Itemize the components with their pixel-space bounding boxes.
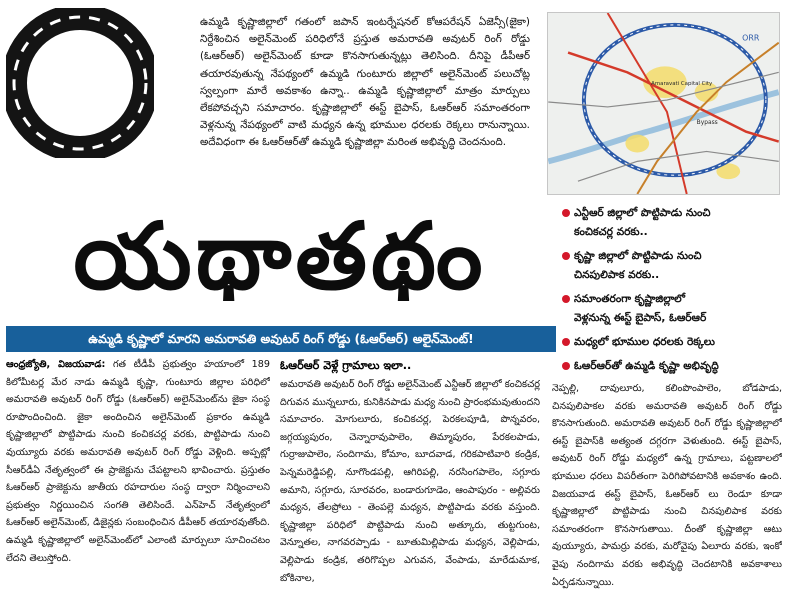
villages-heading: ఓఆర్ఆర్ వెళ్లే గ్రామాలు ఇలా.. (280, 359, 412, 372)
map-label-bypass: Bypass (696, 118, 718, 126)
bullet-icon (562, 362, 570, 370)
bullet-icon (562, 338, 570, 346)
article-column-3 (552, 380, 782, 602)
column-1-text: గత టీడీపీ ప్రభుత్వం హయాంలో 189 కిలోమీటర్ల మేర నాడు ఉమ్మడి కృష్ణా, గుంటూరు జిల్లాల పరిధిలో అమరావతి అవుటర్ రింగ్ రోడ్డు (ఓఆర్ఆర్) అలైన్‌మెంట్‌ను జైకా సంస్థ రూపొందించింది. జైకా అందించిన అలైన్‌మెంట్ ప్రకారం ఉమ్మడి కృష్ణాజిల్లాలో పొట్టిపాడు నుంచి కంచికచర్ల వరకు, పొట్టిపాడు నుంచి వుయ్యూరు వరకు అమరావతి అవుటర్ రింగ్ రోడ్డు వెళ్లింది. అప్పట్లో సీఆర్‌డీఏ నేతృత్వంలో ఈ ప్రాజెక్టును చేపట్టాలని భావించారు. ప్రస్తుతం ఓఆర్ఆర్ ప్రాజెక్టును జాతీయ రహదారుల సంస్థ ద్వారా నిర్మించాలని ప్రభుత్వం నిర్ణయించిన సంగతి తెలిసిందే. ఎన్‌హెచ్ నేతృత్వంలో ఓఆర్ఆర్ అలైన్‌మెంట్, డిజైన్లకు సంబంధించిన డీపీఆర్ తయారవుతోంది. ఉమ్మడి కృష్ణాజిల్లాలో అలైన్‌మెంట్‌లో ఎలాంటి మార్పులూ సూచించటం లేదని తెలుస్తోంది. (6, 359, 270, 564)
article-column-2 (280, 356, 540, 602)
highlight-item (560, 247, 782, 285)
map-label-orr: ORR (742, 33, 760, 43)
column-3-text: నెప్పల్లి, దావులూరు, కలింపొంపాలెం, బోడపాడు, చినపులిపాకల వరకు అమరావతి అవుటర్ రింగ్ రోడ్డు కొనసాగుతుంది. అమరావతి అవుటర్ రింగ్ రోడ్డు కృష్ణాజిల్లాలో ఈస్ట్ బైపాస్‌కి అత్యంత దగ్గరగా వెళుతుంది. ఈస్ట్ బైపాస్, అవుటర్ రింగ్ రోడ్డు మధ్యలో ఉన్న గ్రామాలు, పట్టణాలలో భూముల ధరలు విపరీతంగా పెరిగిపోవటానికి అవకాశం ఉంది. విజయవాడ ఈస్ట్ బైపాస్, ఓఆర్ఆర్ లు రెండూ కూడా కృష్ణాజిల్లాలో పొట్టిపాడు నుంచి చినపులిపాక వరకు సమాంతరంగా కొనసాగుతాయి. దీంతో కృష్ణాజిల్లా ఆటు వుయ్యూరు, పామర్రు వరకు, మరోవైపు ఏలూరు వరకు, ఇంకో వైపు నందిగామ వరకు అభివృద్ధి చెందటానికి అవకాశాలు ఏర్పడనున్నాయి. (552, 383, 782, 588)
road-ring-icon (6, 8, 154, 158)
orr-map (547, 12, 780, 195)
orr-map-graphic (548, 13, 779, 194)
dateline: ఆంధ్రజ్యోతి, విజయవాడ: (6, 359, 106, 370)
highlight-list (560, 204, 782, 381)
highlight-line: ఓఆర్ఆర్‌తో ఉమ్మడి కృష్ణా అభివృద్ధి (574, 360, 719, 372)
highlight-line: ఎన్టీఆర్ జిల్లాలో పొట్టిపాడు నుంచి (574, 207, 711, 219)
highlight-line: మధ్యలో భూముల ధరలకు రెక్కలు (574, 336, 715, 348)
bullet-icon (562, 209, 570, 217)
highlight-line: చినపులిపాక వరకు.. (574, 269, 660, 281)
article-column-1 (6, 356, 270, 602)
intro-paragraph: ఉమ్మడి కృష్ణాజిల్లాలో గతంలో జపాన్ ఇంటర్నేషనల్ కోఆపరేషన్ ఏజెన్సీ(జైకా) నిర్దేశించిన అలైన్‌మెంట్ పరిధిలోనే ప్రస్తుత అమరావతి అవుటర్ రింగ్ రోడ్డు (ఓఆర్ఆర్) అలైన్‌మెంట్ కూడా కొనసాగుతున్నట్లు తెలిసింది. దీనిపై డీపీఆర్ తయారవుతున్న నేపథ్యంలో ఉమ్మడి గుంటూరు జిల్లాలో అలైన్‌మెంట్ పలుచోట్ల స్వల్పంగా మారే అవకాశం ఉన్నా.. ఉమ్మడి కృష్ణాజిల్లాలో మాత్రం మార్పులు లేకపోవచ్చని సమాచారం. కృష్ణాజిల్లాలో ఈస్ట్ బైపాస్, ఓఆర్ఆర్ సమాంతరంగా వెళ్లనున్న నేపథ్యంలో వాటి మధ్యన ఉన్న భూముల ధరలకు రెక్కలు రానున్నాయి. అదేవిధంగా ఈ ఓఆర్ఆర్‌తో ఉమ్మడి కృష్ణాజిల్లా మరింత అభివృద్ధి చెందనుంది. (200, 16, 530, 149)
column-2-text: అమరావతి అవుటర్ రింగ్ రోడ్డు అలైన్‌మెంట్ ఎన్టీఆర్ జిల్లాలో కంచికచర్ల దిగువన మున్నలూరు, కునికినపాడు మధ్య నుంచి ప్రారంభమవుతుందని సమాచారం. మోగులూరు, కంచికచర్ల, పెరకలపూడి, పొన్నవరం, జగ్గయ్యపురం, చెన్నారావుపాలెం, తిమ్మాపురం, పేరకలపాడు, గుర్రాజుపాలెం, సందిగామ, కోమాం, బూదవాడ, గరికపాటివారి కండ్రిక, పెన్నమరెడ్డిపల్లి, నూగొండపల్లి, ఆగిరిపల్లి, నరసింగపాలెం, సగ్గూరు అమాని, సగ్గూరు, సూరవరం, బండారుగూడెం, ఆంపాపురం - అల్లివరు మధ్యన, తేలప్రోలు - తెంపల్లె మధ్యన, పొట్టిపాడు వరకు వస్తుంది. కృష్ణాజిల్లా పరిధిలో పొట్టిపాడు నుంచి అత్కూరు, తుట్టగుంట, వెన్నూతల, నాగవరప్పాడు - బూతుమిల్లిపాడు మధ్యన, వెల్లిపాడు, వెల్లిపాడు కండ్రిక, తరిగొప్పల ఎగువన, వేంపాడు, మారేడుమాక, బోకినాల, (280, 379, 540, 584)
highlight-item (560, 333, 782, 352)
highlight-line: కృష్ణా జిల్లాలో పొట్టిపాడు నుంచి (574, 250, 702, 262)
bullet-icon (562, 252, 570, 260)
highlight-item (560, 290, 782, 328)
bullet-icon (562, 295, 570, 303)
highlight-item (560, 357, 782, 376)
highlight-line: వెళ్లనున్న ఈస్ట్ బైపాస్, ఓఆర్ఆర్ (574, 312, 707, 324)
highlight-item (560, 204, 782, 242)
highlight-line: సమాంతరంగా కృష్ణాజిల్లాలో (574, 293, 686, 305)
highlight-line: కంచికచర్ల వరకు.. (574, 226, 648, 238)
subheadline-banner: ఉమ్మడి కృష్ణాలో మారని అమరావతి అవుటర్ రింగ్ రోడ్డు (ఓఆర్ఆర్) అలైన్‌మెంట్! (6, 326, 556, 352)
road-logo (6, 8, 154, 158)
headline-title: యథాతథం (73, 203, 487, 310)
map-label-capital: Amaravati Capital City (651, 81, 713, 88)
